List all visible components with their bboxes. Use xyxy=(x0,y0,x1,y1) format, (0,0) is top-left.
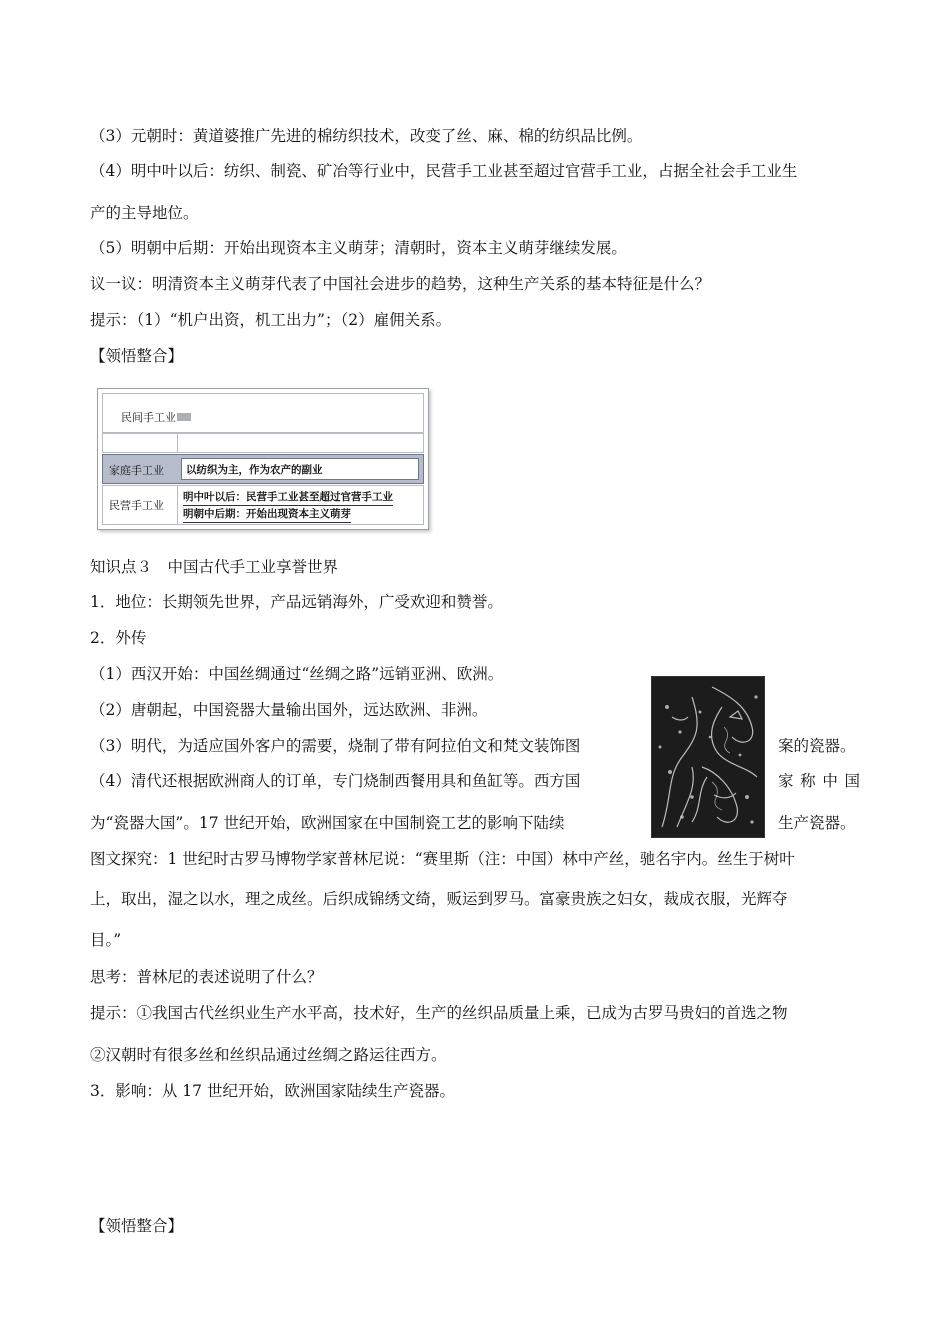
diagram-row-item: 明朝中后期：开始出现资本主义萌芽 xyxy=(183,506,351,523)
status-point: 1．地位：长期领先世界，产品远销海外，广受欢迎和赞誉。 xyxy=(90,593,503,611)
spread-qing: （4）清代还根据欧洲商人的订单，专门烧制西餐用具和鱼缸等。西方国 xyxy=(90,772,581,790)
diagram-row-private xyxy=(102,485,424,525)
diagram-row-box xyxy=(181,458,419,480)
think-hint-2: ②汉朝时有很多丝和丝织品通过丝绸之路运往西方。 xyxy=(90,1046,447,1064)
diagram-empty-row xyxy=(102,433,424,453)
pliny-quote-2: 上，取出，湿之以水，理之成丝。后织成锦绣文绮，贩运到罗马。富豪贵族之妇女，裁成衣服，光辉夺 xyxy=(90,890,788,908)
influence-point: 3．影响：从 17 世纪开始，欧洲国家陆续生产瓷器。 xyxy=(90,1082,455,1100)
smudge-mark xyxy=(177,413,191,421)
paragraph-ming-mid: （4）明中叶以后：纺织、制瓷、矿冶等行业中，民营手工业甚至超过官营手工业，占据全社会手工业生 xyxy=(90,162,798,180)
diagram-row-label: 民营手工业 xyxy=(109,499,164,512)
spread-han: （1）西汉开始：中国丝绸通过“丝绸之路”远销亚洲、欧洲。 xyxy=(90,665,504,683)
paragraph-ming-late: （5）明朝中后期：开始出现资本主义萌芽；清朝时，资本主义萌芽继续发展。 xyxy=(90,239,627,257)
paragraph-ming-mid-cont: 产的主导地位。 xyxy=(90,204,199,222)
spread-heading: 2．外传 xyxy=(90,629,147,647)
diagram-title: 民间手工业 xyxy=(121,411,176,424)
paragraph-yuan: （3）元朝时：黄道婆推广先进的棉纺织技术，改变了丝、麻、棉的纺织品比例。 xyxy=(90,127,643,145)
think-hint-1: 提示：①我国古代丝织业生产水平高，技术好，生产的丝织品质量上乘，已成为古罗马贵妇的首选之物 xyxy=(90,1004,788,1022)
spread-qing-cont: 家称中国 xyxy=(778,772,860,790)
spread-ming-cont: 案的瓷器。 xyxy=(778,737,856,755)
diagram-title-box xyxy=(102,393,424,433)
spread-ming: （3）明代，为适应国外客户的需要，烧制了带有阿拉伯文和梵文装饰图 xyxy=(90,737,581,755)
diagram-row-item: 以纺织为主，作为农产的副业 xyxy=(186,464,323,476)
spread-tang: （2）唐朝起，中国瓷器大量输出国外，远达欧洲、非洲。 xyxy=(90,701,488,719)
porcelain-phoenix-image xyxy=(651,676,765,838)
think-question: 思考：普林尼的表述说明了什么？ xyxy=(90,968,323,986)
pliny-quote-1: 图文探究：1 世纪时古罗马博物学家普林尼说：“赛里斯（注：中国）林中产丝，驰名宇内。丝生于树叶 xyxy=(90,850,795,868)
diagram-row-item: 明中叶以后：民营手工业甚至超过官营手工业 xyxy=(183,489,393,506)
pliny-quote-3: 目。” xyxy=(90,931,122,949)
section-heading-2: 【领悟整合】 xyxy=(90,1217,184,1235)
discussion-hint: 提示：（1）“机户出资，机工出力”；（2）雇佣关系。 xyxy=(90,311,452,329)
spread-qing-2: 为“瓷器大国”。17 世纪开始，欧洲国家在中国制瓷工艺的影响下陆续 xyxy=(90,814,565,832)
spread-qing-2-cont: 生产瓷器。 xyxy=(778,814,856,832)
section-heading: 【领悟整合】 xyxy=(90,347,184,365)
diagram-row-label: 家庭手工业 xyxy=(109,464,164,477)
knowledge-point-3: 知识点３ 中国古代手工业享誉世界 xyxy=(90,558,339,576)
folk-handicraft-diagram xyxy=(97,388,431,530)
discussion-question: 议一议：明清资本主义萌芽代表了中国社会进步的趋势，这种生产关系的基本特征是什么？ xyxy=(90,275,711,293)
diagram-row-household xyxy=(102,454,424,484)
diagram-frame xyxy=(97,388,429,530)
